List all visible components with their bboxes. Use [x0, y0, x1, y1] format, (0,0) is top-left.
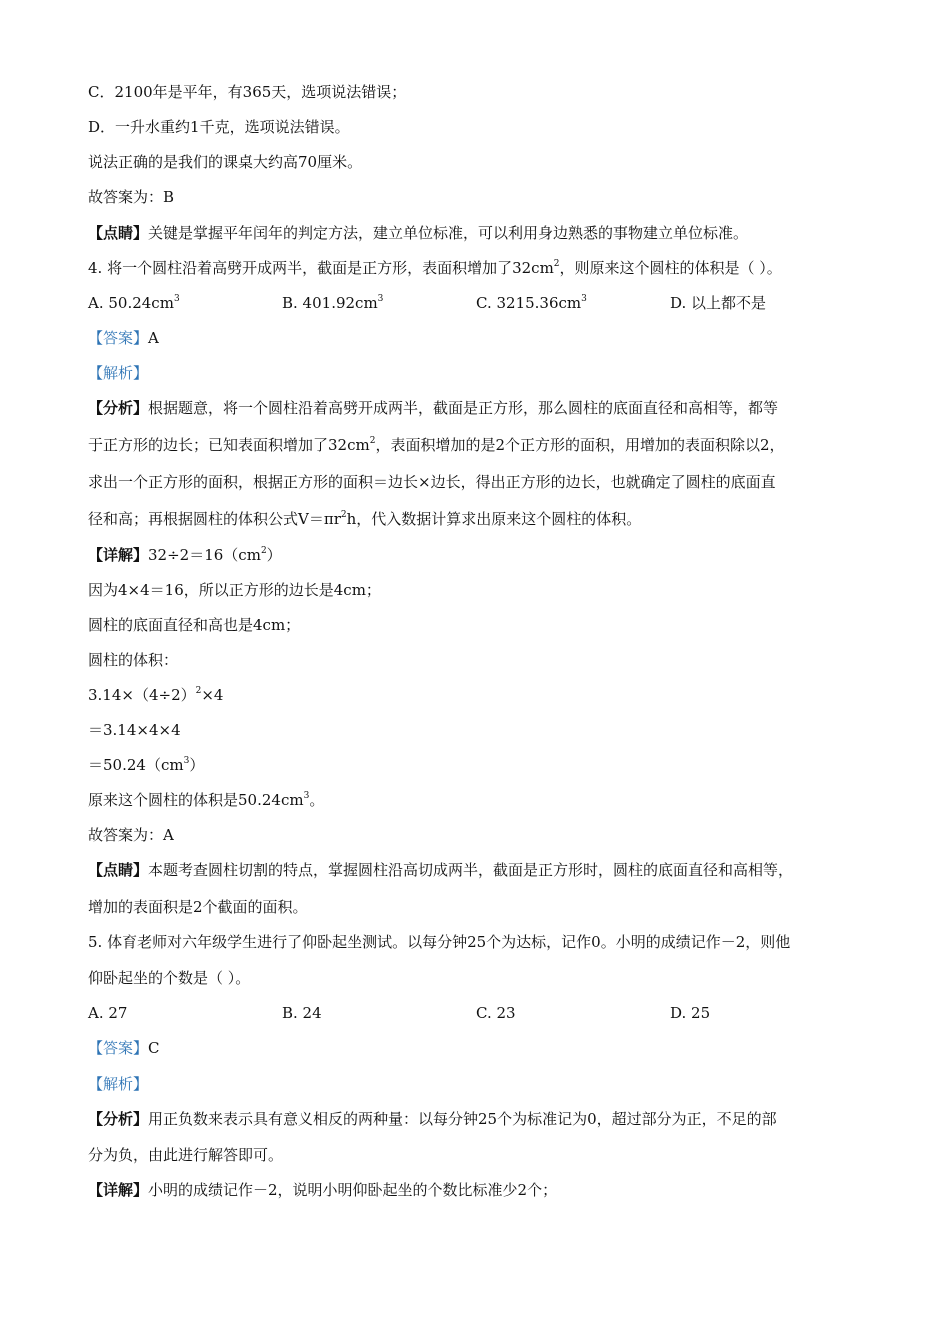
detail-tag: 【详解】	[88, 546, 149, 564]
q4-detail-2: 因为4×4＝16，所以正方形的边长是4cm；	[88, 581, 381, 599]
q5-stem-1: 5. 体育老师对六年级学生进行了仰卧起坐测试。以每分钟25个为达标，记作0。小明的成绩记作－2，则他	[88, 933, 791, 951]
dianjing-tag: 【点睛】	[88, 861, 149, 879]
q4-dianjing-2: 增加的表面积是2个截面的面积。	[88, 898, 308, 916]
q4-detail-6: ＝3.14×4×4	[88, 721, 181, 739]
dianjing-text: 关键是掌握平年闰年的判定方法，建立单位标准，可以利用身边熟悉的事物建立单位标准。	[148, 224, 749, 242]
q4-dianjing-1: 【点睛】本题考查圆柱切割的特点，掌握圆柱沿高切成两半，截面是正方形时，圆柱的底面直径和高相等，	[88, 861, 794, 879]
q5-stem-2: 仰卧起坐的个数是（ ）。	[88, 969, 251, 987]
q4-stem	[88, 258, 782, 278]
q4-stem-text-end: ，则原来这个圆柱的体积是（ ）。	[559, 259, 782, 277]
q4-detail-7: $=50.24(cm^3)$	[88, 756, 205, 774]
q5-detail-1: 【详解】小明的成绩记作－2，说明小明仰卧起坐的个数比标准少2个；	[88, 1181, 558, 1199]
q4-fenxi-2: 于正方形的边长；已知表面积增加了$32cm^2$，表面积增加的是2个正方形的面积，用增加的表面积除以2，	[88, 436, 785, 454]
correct-statement: 说法正确的是我们的课桌大约高70厘米。	[88, 153, 363, 171]
answer-value: C	[148, 1039, 160, 1057]
q4-detail-4: 圆柱的体积：	[88, 651, 179, 669]
dianjing-paragraph	[88, 223, 748, 243]
q5-fenxi-2: 分为负，由此进行解答即可。	[88, 1146, 284, 1164]
option-c-explanation: C．2100年是平年，有365天，选项说法错误；	[88, 83, 407, 101]
q4-answer	[88, 328, 159, 348]
q4-final-answer: 故答案为：A	[88, 826, 174, 844]
option-d-explanation: D．一升水重约1千克，选项说法错误。	[88, 118, 350, 136]
q5-option-b: B. 24	[282, 1004, 322, 1022]
answer-tag: 【答案】	[88, 329, 149, 347]
q5-option-c: C. 23	[476, 1004, 516, 1022]
q4-option-b: B. $401.92cm^3$	[282, 294, 384, 312]
superscript: 2	[553, 259, 560, 269]
q5-analysis-tag: 【解析】	[88, 1075, 149, 1093]
answer-value: A	[148, 329, 159, 347]
q4-option-c: C. $3215.36cm^3$	[476, 294, 587, 312]
detail-tag: 【详解】	[88, 1181, 149, 1199]
q5-fenxi-1: 【分析】用正负数来表示具有意义相反的两种量：以每分钟25个为标准记为0，超过部分为正，不足的部	[88, 1110, 777, 1128]
fenxi-tag: 【分析】	[88, 399, 149, 417]
fenxi-tag: 【分析】	[88, 1110, 149, 1128]
q4-fenxi-3: 求出一个正方形的面积，根据正方形的面积＝边长×边长，得出正方形的边长，也就确定了圆柱的底面直	[88, 473, 776, 491]
q4-detail-1: 【详解】$32\div 2=16(cm^2)$	[88, 546, 282, 564]
answer-tag: 【答案】	[88, 1039, 149, 1057]
q4-stem-text: 4. 将一个圆柱沿着高劈开成两半，截面是正方形，表面积增加了32cm	[88, 259, 554, 277]
dianjing-tag: 【点睛】	[88, 224, 149, 242]
q5-option-d: D. 25	[670, 1004, 711, 1022]
q4-detail-8: 原来这个圆柱的体积是$50.24cm^3$。	[88, 791, 325, 809]
q4-option-d: D. 以上都不是	[670, 294, 767, 312]
q5-option-a: A. 27	[88, 1004, 128, 1022]
answer-line: 故答案为：B	[88, 188, 175, 206]
q4-option-a: A. $50.24cm^3$	[88, 294, 180, 312]
q4-fenxi-4: 径和高；再根据圆柱的体积公式$V=\pi r^2h$，代入数据计算求出原来这个圆柱的体积。	[88, 510, 642, 528]
q4-detail-5: $3.14\times(4\div 2)^2\times 4$	[88, 686, 224, 704]
q4-analysis-tag: 【解析】	[88, 364, 149, 382]
q4-fenxi-1: 【分析】根据题意，将一个圆柱沿着高劈开成两半，截面是正方形，那么圆柱的底面直径和高相等，都等	[88, 399, 779, 417]
q4-detail-3: 圆柱的底面直径和高也是4cm；	[88, 616, 301, 634]
q5-answer	[88, 1038, 160, 1058]
